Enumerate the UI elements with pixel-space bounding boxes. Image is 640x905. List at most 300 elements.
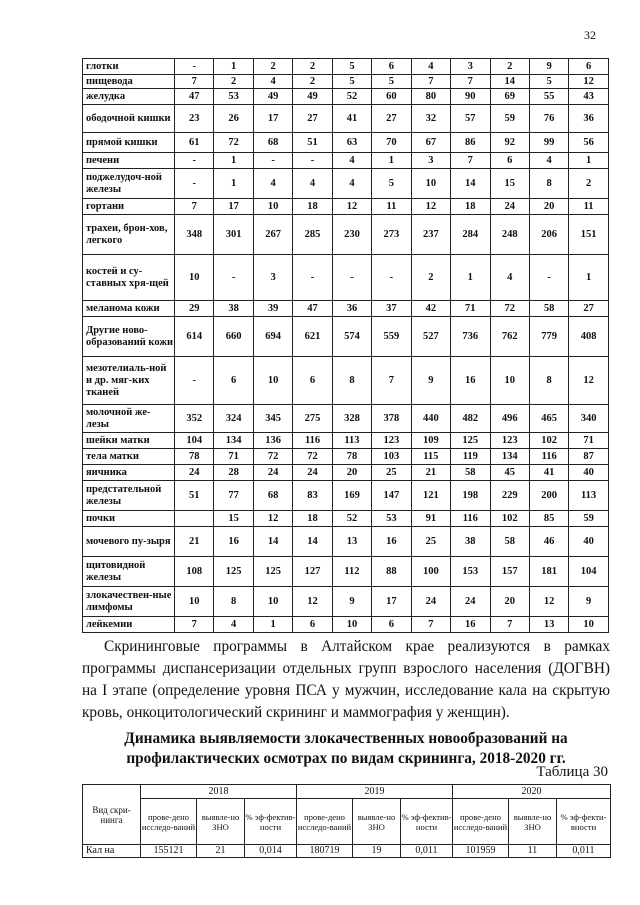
table-cell: 68 — [253, 133, 292, 153]
table-cell: 63 — [332, 133, 371, 153]
table-cell: - — [175, 153, 214, 169]
year-header: 2018 — [141, 785, 297, 799]
table-cell: 121 — [411, 481, 450, 511]
sub-header: % эф-фектив-ности — [401, 799, 453, 845]
table-cell: 72 — [214, 133, 253, 153]
table-cell: 4 — [490, 255, 529, 301]
table-cell: 4 — [214, 617, 253, 633]
table-cell: 198 — [451, 481, 490, 511]
table-cell: 115 — [411, 449, 450, 465]
table-cell: 78 — [332, 449, 371, 465]
table-cell: 49 — [253, 89, 292, 105]
table-cell: 24 — [490, 199, 529, 215]
table-cell: 574 — [332, 317, 371, 357]
table-cell: 40 — [569, 527, 608, 557]
table-cell: 41 — [529, 465, 568, 481]
table-cell: 0,014 — [245, 845, 297, 858]
table-cell: 28 — [214, 465, 253, 481]
year-header: 2020 — [453, 785, 611, 799]
table-cell: 45 — [490, 465, 529, 481]
table-row — [83, 357, 609, 405]
table-row — [83, 133, 609, 153]
row-label: трахеи, брон-хов, легкого — [83, 215, 175, 255]
table-cell: 113 — [332, 433, 371, 449]
table-cell: 9 — [529, 59, 568, 75]
table-cell: 58 — [529, 301, 568, 317]
table-cell: 3 — [451, 59, 490, 75]
table-cell: 5 — [529, 75, 568, 89]
table-cell: 1 — [451, 255, 490, 301]
table-cell: 14 — [293, 527, 332, 557]
sub-header: прове-дено исследо-ваний — [297, 799, 353, 845]
table-cell: 10 — [411, 169, 450, 199]
table-cell: 52 — [332, 89, 371, 105]
table-cell: 21 — [411, 465, 450, 481]
table-cell: 2 — [253, 59, 292, 75]
table-cell: 83 — [293, 481, 332, 511]
table-cell: 69 — [490, 89, 529, 105]
table-cell: 3 — [411, 153, 450, 169]
table-row — [83, 449, 609, 465]
table-cell: 9 — [569, 587, 608, 617]
table-row — [83, 557, 609, 587]
row-label: молочной же-лезы — [83, 405, 175, 433]
table-cell: 88 — [372, 557, 411, 587]
table-cell: 18 — [451, 199, 490, 215]
table-cell: - — [372, 255, 411, 301]
table-cell: 6 — [569, 59, 608, 75]
table-cell: - — [293, 255, 332, 301]
table-cell: 0,011 — [557, 845, 611, 858]
table-cell: - — [214, 255, 253, 301]
table-cell: 285 — [293, 215, 332, 255]
table-cell: 12 — [332, 199, 371, 215]
table-cell: 60 — [372, 89, 411, 105]
table-cell: 59 — [569, 511, 608, 527]
table-cell: - — [175, 169, 214, 199]
table-cell: 103 — [372, 449, 411, 465]
table-cell: 1 — [569, 153, 608, 169]
table-cell: 527 — [411, 317, 450, 357]
table-cell: 8 — [529, 357, 568, 405]
page-number: 32 — [584, 28, 596, 42]
table-cell: 6 — [372, 617, 411, 633]
table-cell: 559 — [372, 317, 411, 357]
table-cell: 11 — [372, 199, 411, 215]
table-cell: 10 — [490, 357, 529, 405]
table-cell: 16 — [372, 527, 411, 557]
table-cell: 67 — [411, 133, 450, 153]
table-cell: 99 — [529, 133, 568, 153]
table-row — [83, 59, 609, 75]
table-cell: 12 — [569, 357, 608, 405]
table-row — [83, 105, 609, 133]
table-row — [83, 317, 609, 357]
table-cell: 7 — [175, 75, 214, 89]
table-cell: 2 — [293, 59, 332, 75]
cancer-table-body — [83, 59, 609, 633]
table-cell: 123 — [372, 433, 411, 449]
table-cell: 248 — [490, 215, 529, 255]
table-cell: 7 — [451, 75, 490, 89]
table-cell: 496 — [490, 405, 529, 433]
table-cell: 14 — [451, 169, 490, 199]
row-label: злокачествен-ные лимфомы — [83, 587, 175, 617]
table-cell: 8 — [529, 169, 568, 199]
table-cell: 58 — [451, 465, 490, 481]
table-cell: 46 — [529, 527, 568, 557]
table-cell: 20 — [490, 587, 529, 617]
row-label: лейкемии — [83, 617, 175, 633]
table-cell: 26 — [214, 105, 253, 133]
table-cell: 2 — [411, 255, 450, 301]
table-cell: 10 — [253, 357, 292, 405]
table-cell: 736 — [451, 317, 490, 357]
table-cell: 151 — [569, 215, 608, 255]
table-cell: 237 — [411, 215, 450, 255]
table-cell: 4 — [253, 169, 292, 199]
row-label: прямой кишки — [83, 133, 175, 153]
table-cell: 21 — [197, 845, 245, 858]
table-cell: 482 — [451, 405, 490, 433]
table-cell: 5 — [332, 75, 371, 89]
screening-table-row — [83, 845, 611, 858]
table-cell: 660 — [214, 317, 253, 357]
row-label: предстательной железы — [83, 481, 175, 511]
table-cell: 39 — [253, 301, 292, 317]
table-cell: 621 — [293, 317, 332, 357]
table-cell: 90 — [451, 89, 490, 105]
table-row — [83, 199, 609, 215]
table-cell: 7 — [490, 617, 529, 633]
table-cell: 12 — [253, 511, 292, 527]
row-label: тела матки — [83, 449, 175, 465]
table-cell: 125 — [214, 557, 253, 587]
table-cell: 408 — [569, 317, 608, 357]
table-cell: 694 — [253, 317, 292, 357]
table-cell: 16 — [451, 357, 490, 405]
row-label: глотки — [83, 59, 175, 75]
table-cell: 92 — [490, 133, 529, 153]
table-cell: 4 — [332, 153, 371, 169]
table-cell: 4 — [253, 75, 292, 89]
table-cell: 11 — [509, 845, 557, 858]
table-cell: 27 — [569, 301, 608, 317]
table-row — [83, 511, 609, 527]
table-cell: 113 — [569, 481, 608, 511]
table-cell: 0,011 — [401, 845, 453, 858]
row-label: яичника — [83, 465, 175, 481]
table-cell: - — [529, 255, 568, 301]
row-label: мочевого пу-зыря — [83, 527, 175, 557]
sub-header: % эф-фекти-вности — [557, 799, 611, 845]
table-cell: 76 — [529, 105, 568, 133]
table-cell: 14 — [490, 75, 529, 89]
row-label: желудка — [83, 89, 175, 105]
table-cell: 7 — [175, 617, 214, 633]
table-cell: 17 — [253, 105, 292, 133]
table-row — [83, 89, 609, 105]
table-cell: 51 — [293, 133, 332, 153]
table-cell: 102 — [529, 433, 568, 449]
table-cell: 72 — [293, 449, 332, 465]
table-cell: 1 — [214, 153, 253, 169]
table-cell: 71 — [214, 449, 253, 465]
table-cell: 123 — [490, 433, 529, 449]
table-cell: 109 — [411, 433, 450, 449]
year-header: 2019 — [297, 785, 453, 799]
table-cell: 779 — [529, 317, 568, 357]
table-cell: 20 — [332, 465, 371, 481]
row-label: поджелудоч-ной железы — [83, 169, 175, 199]
table-cell: 614 — [175, 317, 214, 357]
table-cell: 10 — [175, 587, 214, 617]
table-cell: 7 — [451, 153, 490, 169]
table-cell: 153 — [451, 557, 490, 587]
table-cell: 21 — [175, 527, 214, 557]
table-cell: 12 — [529, 587, 568, 617]
table-cell: 2 — [214, 75, 253, 89]
screening-paragraph: Скрининговые программы в Алтайском крае реализуются в рамках программы диспансеризации отдельных групп взрослого населения (ДОГВН) на I этапе (определение уровня ПСА у мужчин, исследование кала на скрытую кровь, онкоцитологический скрининг и маммография у женщин). — [82, 638, 610, 721]
table-cell: 19 — [353, 845, 401, 858]
table-cell: 72 — [253, 449, 292, 465]
table-cell: 134 — [490, 449, 529, 465]
table-row — [83, 481, 609, 511]
table-cell: 12 — [293, 587, 332, 617]
table-cell: 7 — [411, 617, 450, 633]
table-cell: 37 — [372, 301, 411, 317]
table-cell: 15 — [214, 511, 253, 527]
table-cell: 1 — [569, 255, 608, 301]
table-cell: 24 — [411, 587, 450, 617]
table-cell: 5 — [332, 59, 371, 75]
table-cell: 9 — [332, 587, 371, 617]
table-cell: 18 — [293, 199, 332, 215]
row-label: пищевода — [83, 75, 175, 89]
table-cell: 169 — [332, 481, 371, 511]
table-cell: 200 — [529, 481, 568, 511]
table-row — [83, 215, 609, 255]
table-cell: 108 — [175, 557, 214, 587]
sub-header: прове-дено исследо-ваний — [453, 799, 509, 845]
table-cell: 119 — [451, 449, 490, 465]
table-cell: 72 — [490, 301, 529, 317]
screening-table-subheader-row — [83, 799, 611, 845]
table-cell: 85 — [529, 511, 568, 527]
table-cell: 6 — [214, 357, 253, 405]
table-cell: 324 — [214, 405, 253, 433]
table-cell: 352 — [175, 405, 214, 433]
row-label: Другие ново-образований кожи — [83, 317, 175, 357]
table-cell: 14 — [253, 527, 292, 557]
table-row — [83, 405, 609, 433]
table-cell: 47 — [293, 301, 332, 317]
table-cell: 29 — [175, 301, 214, 317]
table-caption: Таблица 30 — [536, 764, 608, 780]
table-row — [83, 617, 609, 633]
screening-type-header: Вид скри-нинга — [83, 785, 141, 845]
table-cell: 8 — [332, 357, 371, 405]
sub-header: % эф-фектив-ности — [245, 799, 297, 845]
table-cell: 17 — [372, 587, 411, 617]
table-cell: 59 — [490, 105, 529, 133]
table-cell: 125 — [253, 557, 292, 587]
table-cell: 273 — [372, 215, 411, 255]
table-cell: 87 — [569, 449, 608, 465]
table-cell: 38 — [451, 527, 490, 557]
table-cell: 465 — [529, 405, 568, 433]
table-cell: 10 — [569, 617, 608, 633]
table-cell: 10 — [253, 587, 292, 617]
table-row — [83, 527, 609, 557]
table-cell: 147 — [372, 481, 411, 511]
table-cell: 5 — [372, 75, 411, 89]
table-cell: 42 — [411, 301, 450, 317]
table-cell: 2 — [293, 75, 332, 89]
table-cell: 25 — [411, 527, 450, 557]
table-cell: 345 — [253, 405, 292, 433]
table-cell: 136 — [253, 433, 292, 449]
table-cell: 91 — [411, 511, 450, 527]
table-cell: - — [175, 59, 214, 75]
table-cell: 3 — [253, 255, 292, 301]
table-cell: 284 — [451, 215, 490, 255]
table-cell: 8 — [214, 587, 253, 617]
sub-header: прове-дено исследо-ваний — [141, 799, 197, 845]
table-row — [83, 301, 609, 317]
table-cell: 68 — [253, 481, 292, 511]
section-heading: Динамика выявляемости злокачественных новообразований на профилактических осмотрах по видам скрининга, 2018-2020 гг. — [124, 730, 568, 767]
row-label: ободочной кишки — [83, 105, 175, 133]
table-row — [83, 433, 609, 449]
table-cell: 116 — [451, 511, 490, 527]
table-cell: 32 — [411, 105, 450, 133]
table-cell: 38 — [214, 301, 253, 317]
table-cell: 7 — [411, 75, 450, 89]
table-cell: 51 — [175, 481, 214, 511]
table-cell: 70 — [372, 133, 411, 153]
table-cell: 36 — [569, 105, 608, 133]
table-cell: 10 — [175, 255, 214, 301]
table-cell: 104 — [175, 433, 214, 449]
table-cell: 41 — [332, 105, 371, 133]
table-cell: 2 — [569, 169, 608, 199]
table-cell: 127 — [293, 557, 332, 587]
row-label: костей и су-ставных хря-щей — [83, 255, 175, 301]
table-cell: 27 — [293, 105, 332, 133]
table-cell: 13 — [529, 617, 568, 633]
table-cell: 340 — [569, 405, 608, 433]
table-cell: 16 — [451, 617, 490, 633]
table-row — [83, 587, 609, 617]
table-cell: 77 — [214, 481, 253, 511]
table-cell: 101959 — [453, 845, 509, 858]
table-cell: 378 — [372, 405, 411, 433]
table-cell: 17 — [214, 199, 253, 215]
table-row — [83, 465, 609, 481]
table-row — [83, 153, 609, 169]
table-cell: 11 — [569, 199, 608, 215]
table-cell: 180719 — [297, 845, 353, 858]
table-cell: 61 — [175, 133, 214, 153]
table-cell: - — [332, 255, 371, 301]
table-row — [83, 255, 609, 301]
table-cell: - — [175, 357, 214, 405]
table-cell: 4 — [332, 169, 371, 199]
table-cell: 275 — [293, 405, 332, 433]
sub-header: выявле-но ЗНО — [197, 799, 245, 845]
table-cell: 80 — [411, 89, 450, 105]
table-cell: 206 — [529, 215, 568, 255]
table-cell: 4 — [293, 169, 332, 199]
table-cell: 116 — [293, 433, 332, 449]
table-cell: 6 — [293, 357, 332, 405]
table-cell: 100 — [411, 557, 450, 587]
table-cell: 6 — [490, 153, 529, 169]
table-cell: 440 — [411, 405, 450, 433]
table-cell: 157 — [490, 557, 529, 587]
table-cell: 9 — [411, 357, 450, 405]
table-cell: 24 — [293, 465, 332, 481]
table-cell: 1 — [253, 617, 292, 633]
table-cell: 230 — [332, 215, 371, 255]
table-cell: 15 — [490, 169, 529, 199]
table-cell: 301 — [214, 215, 253, 255]
table-cell: 58 — [490, 527, 529, 557]
table-cell: 181 — [529, 557, 568, 587]
table-cell: 348 — [175, 215, 214, 255]
row-label: мезотелиаль-ной и др. мяг-ких тканей — [83, 357, 175, 405]
table-cell: 1 — [214, 59, 253, 75]
cancer-table — [82, 58, 609, 633]
screening-table — [82, 784, 611, 858]
row-label: щитовидной железы — [83, 557, 175, 587]
table-cell: 56 — [569, 133, 608, 153]
table-cell: - — [253, 153, 292, 169]
row-label: почки — [83, 511, 175, 527]
table-row — [83, 169, 609, 199]
table-cell: 7 — [175, 199, 214, 215]
table-cell: 20 — [529, 199, 568, 215]
table-cell: 12 — [569, 75, 608, 89]
screening-table-year-row — [83, 785, 611, 799]
table-cell: 4 — [411, 59, 450, 75]
table-cell: 49 — [293, 89, 332, 105]
table-cell: 116 — [529, 449, 568, 465]
table-cell: 13 — [332, 527, 371, 557]
table-cell: 1 — [214, 169, 253, 199]
table-cell: 55 — [529, 89, 568, 105]
row-label: шейки матки — [83, 433, 175, 449]
table-cell: 40 — [569, 465, 608, 481]
table-cell: 2 — [490, 59, 529, 75]
table-cell: 52 — [332, 511, 371, 527]
table-cell — [175, 511, 214, 527]
table-cell: 6 — [293, 617, 332, 633]
table-cell: 53 — [214, 89, 253, 105]
table-cell: 71 — [569, 433, 608, 449]
table-cell: 86 — [451, 133, 490, 153]
table-row — [83, 75, 609, 89]
row-label: гортани — [83, 199, 175, 215]
sub-header: выявле-но ЗНО — [509, 799, 557, 845]
table-cell: 102 — [490, 511, 529, 527]
table-cell: 267 — [253, 215, 292, 255]
table-cell: - — [293, 153, 332, 169]
table-cell: 71 — [451, 301, 490, 317]
table-cell: 23 — [175, 105, 214, 133]
table-cell: 18 — [293, 511, 332, 527]
